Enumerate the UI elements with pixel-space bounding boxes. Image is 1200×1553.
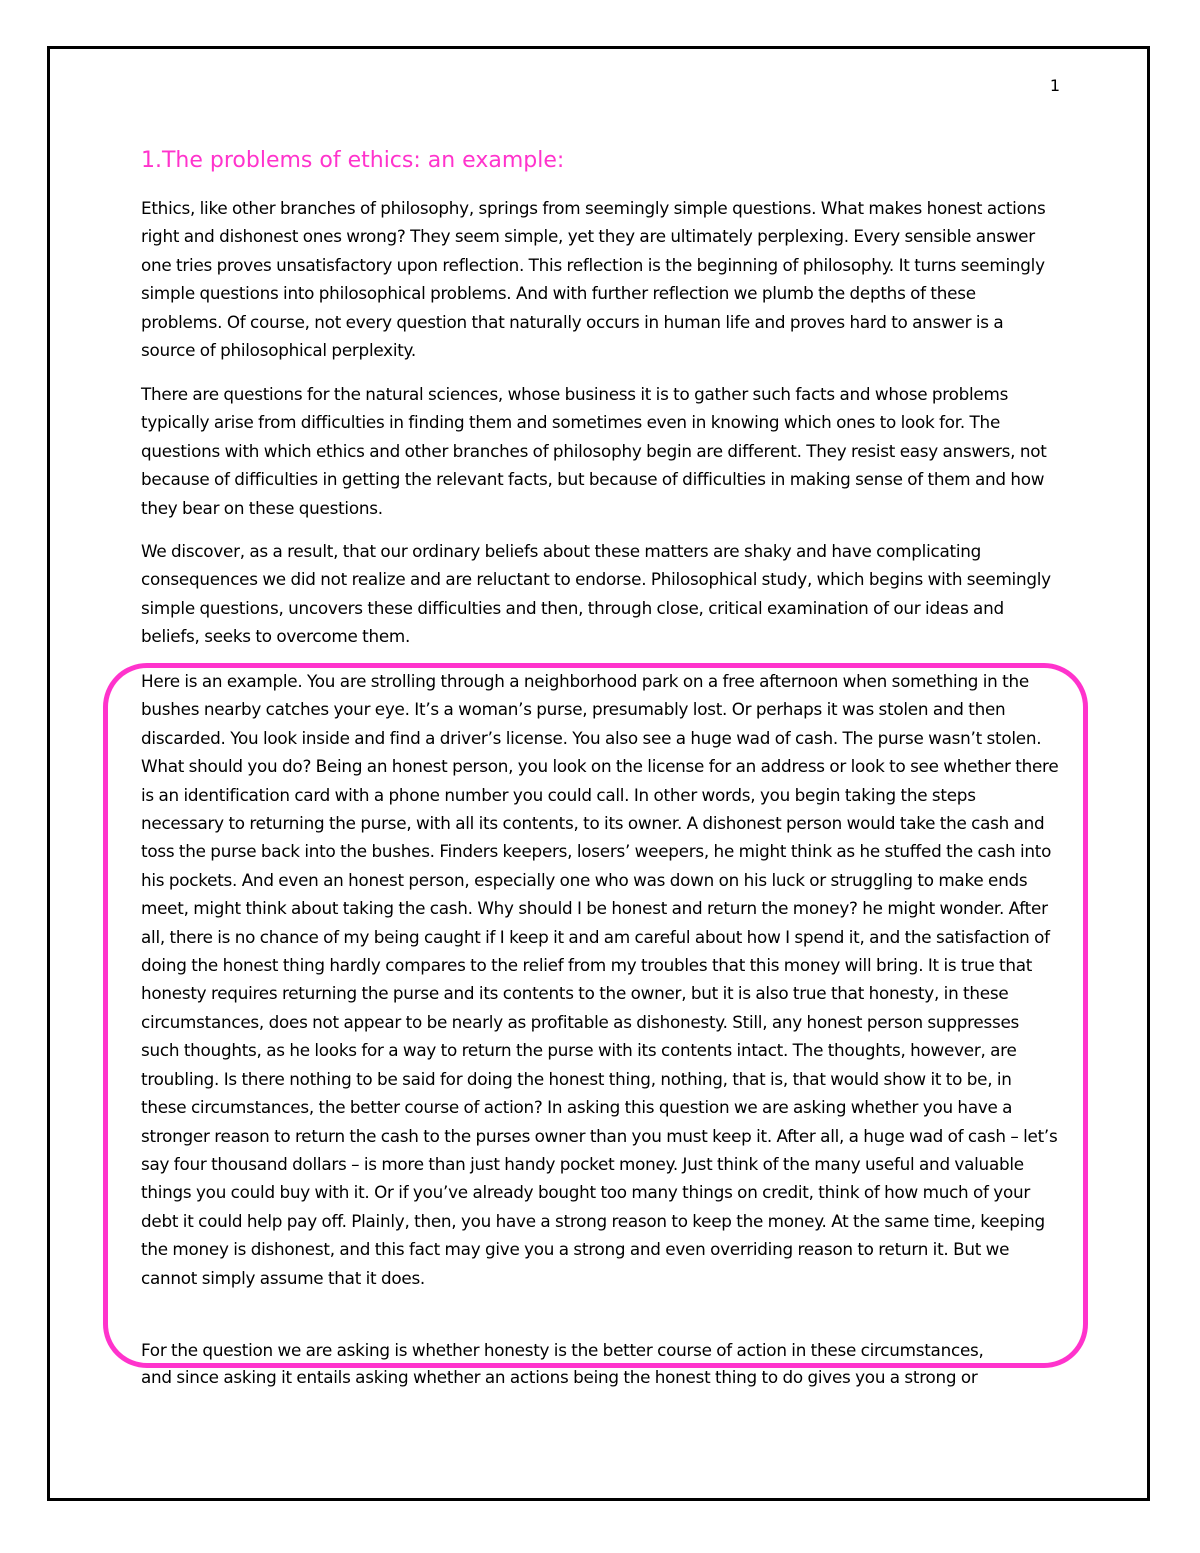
paragraph-4-highlighted: Here is an example. You are strolling through a neighborhood park on a free afternoon when something in the bushes nearby catches your eye. It’s a woman’s purse, presumably lost. Or perhaps it was stolen and then discarded. You look inside and find a driver’s license. You also see a huge wad of cash. The purse wasn’t stolen. What should you do? Being an honest person, you look on the license for an address or look to see whether there is an identification card with a phone number you could call. In other words, you begin taking the steps necessary to returning the purse, with all its contents, to its owner. A dishonest person would take the cash and toss the purse back into the bushes. Finders keepers, losers’ weepers, he might think as he stuffed the cash into his pockets. And even an honest person, especially one who was down on his luck or struggling to make ends meet, might think about taking the cash. Why should I be honest and return the money? he might wonder. After all, there is no chance of my being caught if I keep it and am careful about how I spend it, and the satisfaction of doing the honest thing hardly compares to the relief from my troubles that this money will bring. It is true that honesty requires returning the purse and its contents to the owner, but it is also true that honesty, in these circumstances, does not appear to be nearly as profitable as dishonesty. Still, any honest person suppresses such thoughts, as he looks for a way to return the purse with its contents intact. The thoughts, however, are troubling. Is there nothing to be said for doing the honest thing, nothing, that is, that would show it to be, in these circumstances, the better course of action? In asking this question we are asking whether you have a stronger reason to return the cash to the purses owner than you must keep it. After all, a huge wad of cash – let’s say four thousand dollars – is more than just handy pocket money. Just think of the many useful and valuable things you could buy with it. Or if you’ve already bought too many things on credit, think of how much of your debt it could help pay off. Plainly, then, you have a strong reason to keep the money. At the same time, keeping the money is dishonest, and this fact may give you a strong and even overriding reason to return it. But we cannot simply assume that it does. [141,671,1059,1288]
paragraph-2: There are questions for the natural sciences, whose business it is to gather such facts and whose problems typically arise from difficulties in finding them and sometimes even in knowing which ones to look for. The questions with which ethics and other branches of philosophy begin are different. They resist easy answers, not because of difficulties in getting the relevant facts, but because of difficulties in making sense of them and how they bear on these questions. [141,384,1047,518]
paragraph-6-cut-off: and since asking it entails asking whether an actions being the honest thing to do gives you a strong or [141,1369,978,1387]
cut-off-line-container [141,1369,1061,1392]
paragraph-5: For the question we are asking is whether honesty is the better course of action in these circumstances, [141,1340,984,1360]
section-heading: 1.The problems of ethics: an example: [141,148,565,173]
paragraph-1: Ethics, like other branches of philosophy, springs from seemingly simple questions. What makes honest actions right and dishonest ones wrong? They seem simple, yet they are ultimately perplexing. Every sensible answer one tries proves unsatisfactory upon reflection. This reflection is the beginning of philosophy. It turns seemingly simple questions into philosophical problems. And with further reflection we plumb the depths of these problems. Of course, not every question that naturally occurs in human life and proves hard to answer is a source of philosophical perplexity. [141,198,1046,361]
paragraph-3: We discover, as a result, that our ordinary beliefs about these matters are shaky and have complicating consequences we did not realize and are reluctant to endorse. Philosophical study, which begins with seemingly simple questions, uncovers these difficulties and then, through close, critical examination of our ideas and beliefs, seeks to overcome them. [141,541,1051,647]
page-number: 1 [1049,76,1060,95]
